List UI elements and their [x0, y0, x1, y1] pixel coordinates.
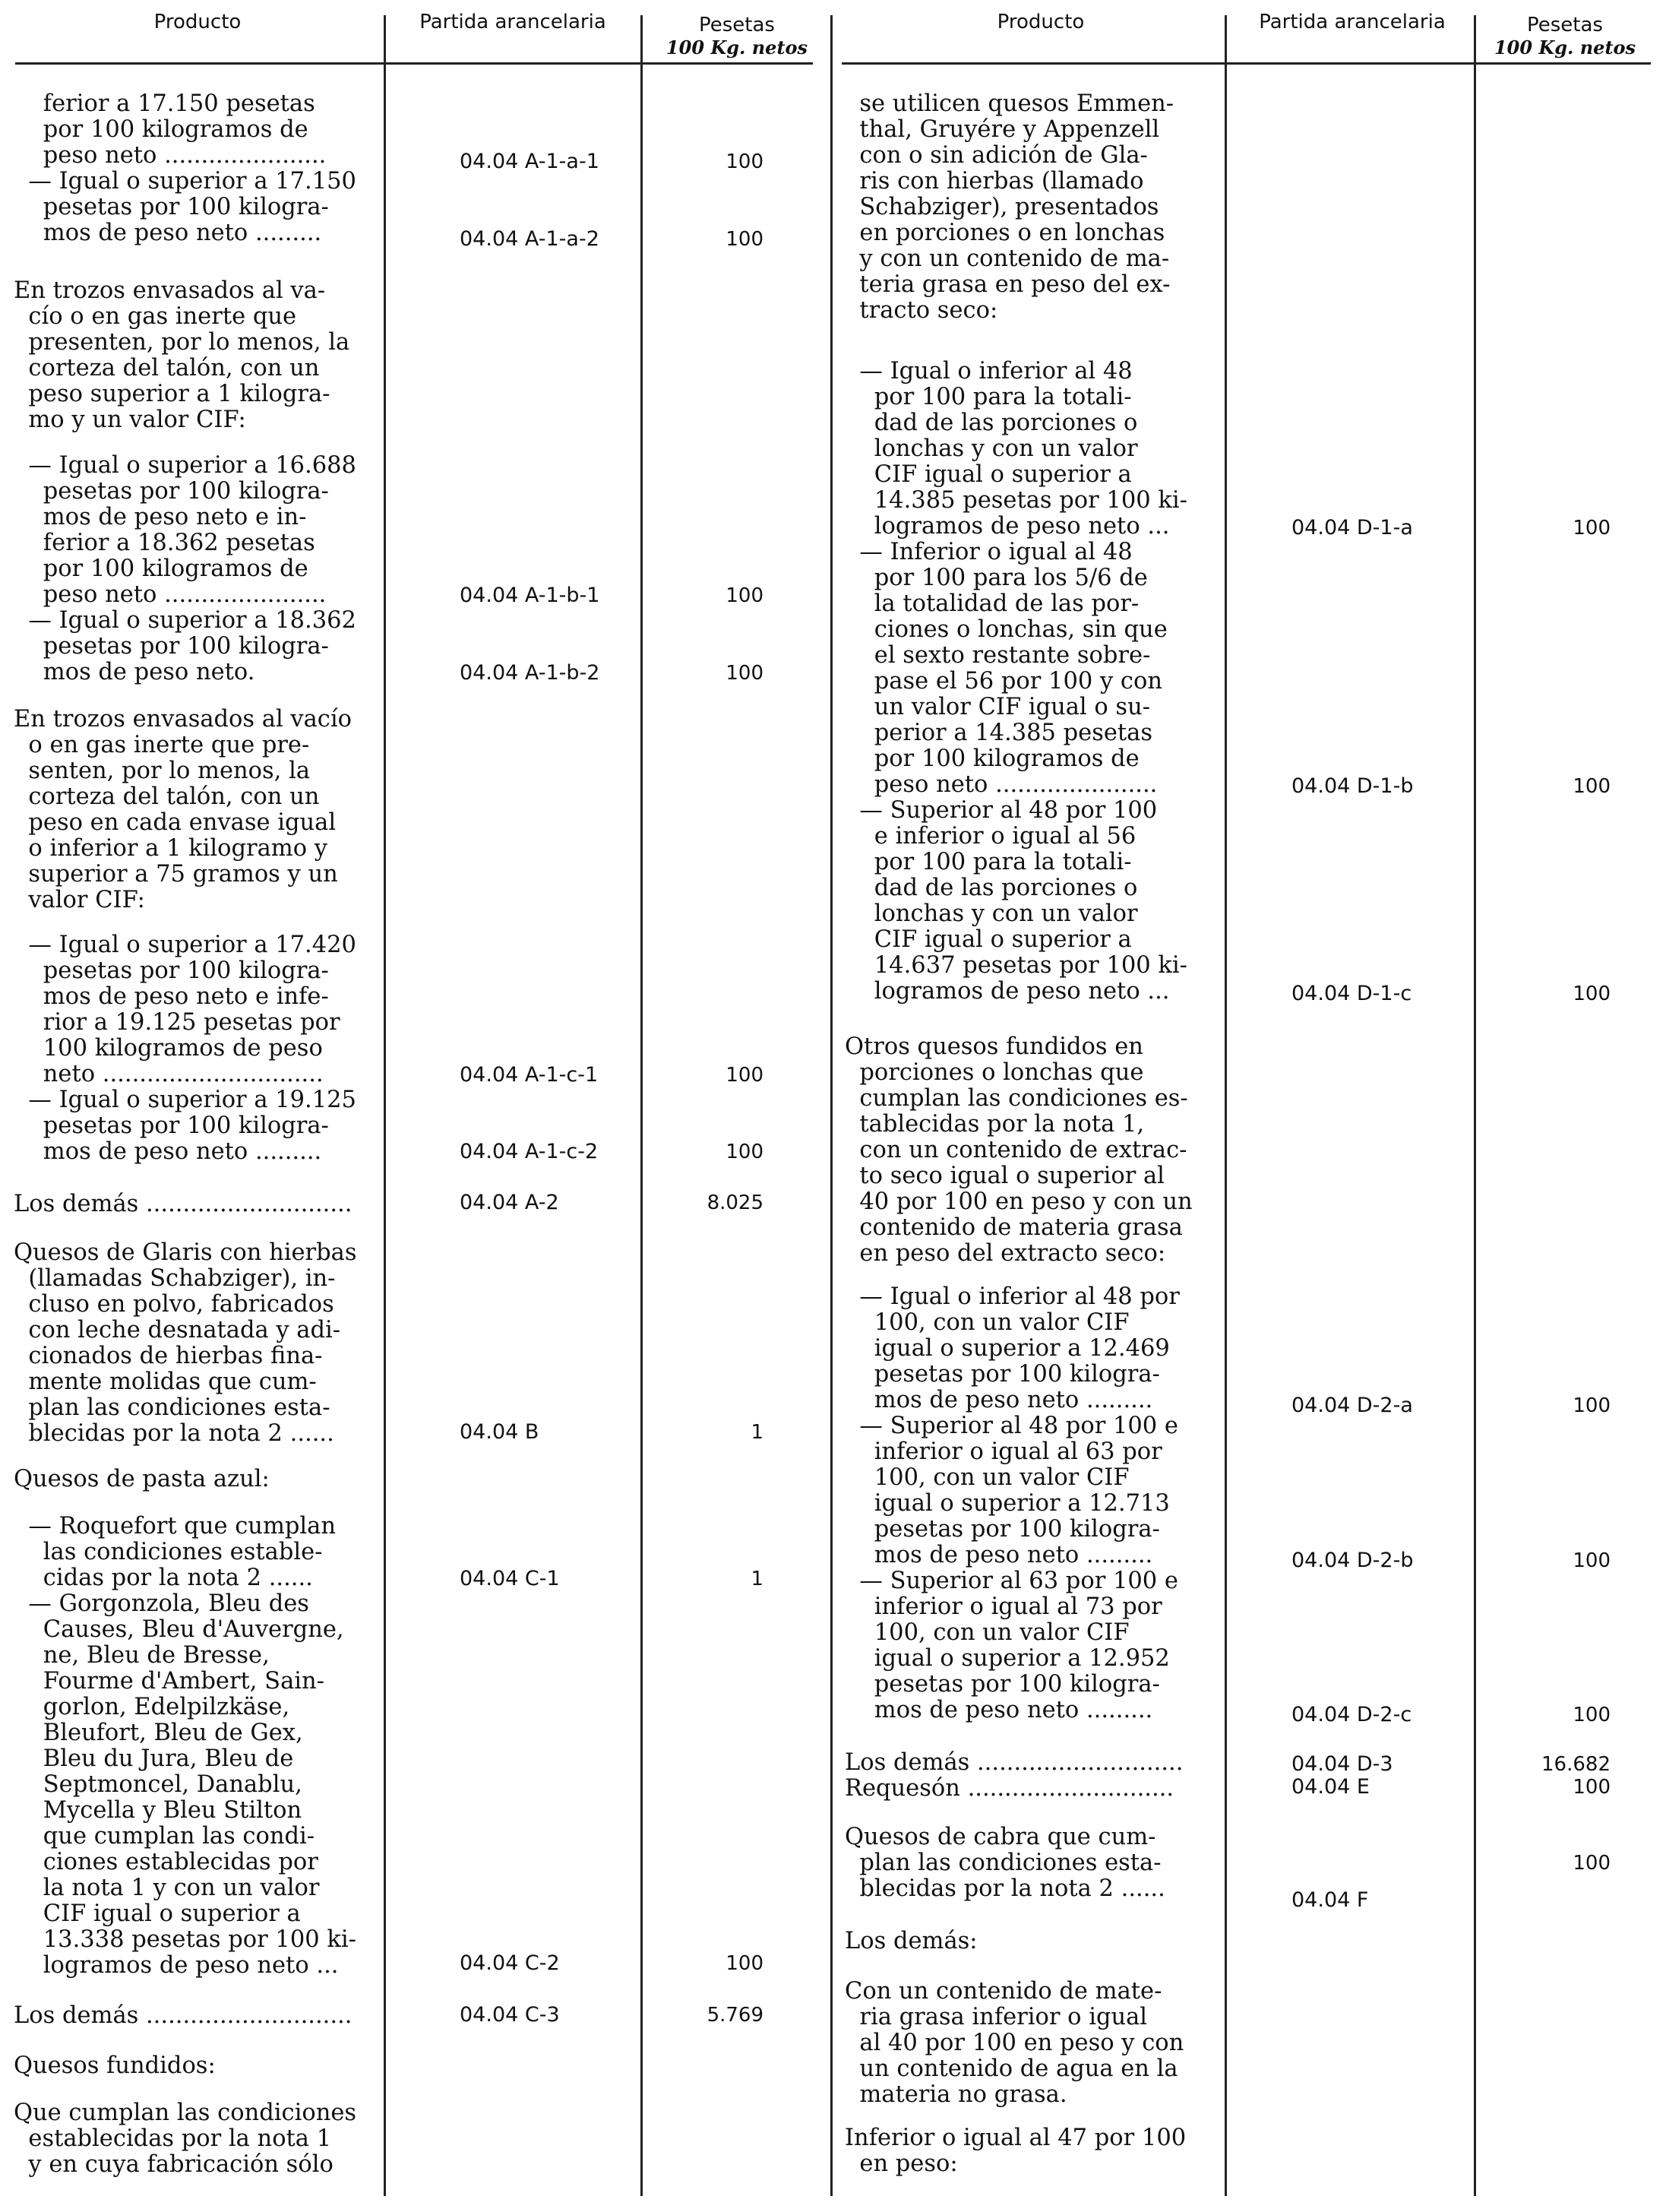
pesetas-value: 100 [1573, 1549, 1611, 1572]
tariff-code: 04.04 C-2 [460, 1951, 560, 1975]
pesetas-value: 100 [726, 1952, 763, 1975]
pesetas-value: 5.769 [707, 2004, 763, 2027]
pesetas-value: 100 [1573, 775, 1611, 798]
pesetas-value: 100 [726, 228, 763, 251]
product-text: — Igual o inferior al 48 por 100 para la totali- dad de las porciones o lonchas y con un valor CIF igual o superior a 14.385 pesetas por 100 ki- logramos de peso neto ... — Inferior o igual al 48 por 100 para los 5/6 de la totalidad de las por- ciones o lonchas, sin que el sexto restante sobre- pase el 56 por 100 y con un valor CIF igual o su- perior a 14.385 pesetas por 100 kilogramos de peso neto ...................... — Superior al 48 por 100 e inferior o igual al 56 por 100 para la totali- dad de las porciones o lonchas y con un valor CIF igual o superior a 14.637 pesetas por 100 ki- logramos de peso neto ... [859, 358, 1187, 1005]
header-partida: Partida arancelaria [419, 11, 606, 33]
header-pesetas: Pesetas 100 Kg. netos [1494, 14, 1636, 59]
pesetas-value: 8.025 [707, 1191, 763, 1214]
product-text: Con un contenido de mate- ria grasa inferior o igual al 40 por 100 en peso y con un contenido de agua en la materia no grasa. [845, 1978, 1184, 2108]
column-rule [830, 15, 833, 2196]
tariff-code: 04.04 F [1291, 1888, 1369, 1912]
header-partida: Partida arancelaria [1259, 11, 1446, 33]
product-text: — Igual o superior a 17.420 pesetas por 100 kilogra- mos de peso neto e infe- rior a 19.125 pesetas por 100 kilogramos de peso neto .............................. — Igual o superior a 19.125 pesetas por 100 kilogra- mos de peso neto ......... [28, 932, 356, 1165]
tariff-code: 04.04 E [1291, 1775, 1370, 1799]
tariff-code: 04.04 A-1-c-2 [460, 1140, 599, 1163]
product-text: Otros quesos fundidos en porciones o lonchas que cumplan las condiciones es- tablecidas por la nota 1, con un contenido de extrac- to seco igual o superior al 40 por 100 en peso y con un contenido de materia grasa en peso del extracto seco: [845, 1033, 1193, 1267]
pesetas-value: 100 [726, 1141, 763, 1163]
product-text: Quesos de Glaris con hierbas (llamadas Schabziger), in- cluso en polvo, fabricados con leche desnatada y adi- cionados de hierbas fina- mente molidas que cum- plan las condiciones esta- blecidas por la nota 2 ...... [14, 1239, 357, 1447]
column-rule [384, 15, 386, 2196]
product-text: — Igual o superior a 16.688 pesetas por 100 kilogra- mos de peso neto e in- ferior a 18.362 pesetas por 100 kilogramos de peso neto ...................... — Igual o superior a 18.362 pesetas por 100 kilogra- mos de peso neto. [28, 452, 356, 685]
product-text: ferior a 17.150 pesetas por 100 kilogramos de peso neto ...................... — Igual o superior a 17.150 pesetas por 100 kilogra- mos de peso neto ......... [28, 90, 356, 246]
product-text: — Roquefort que cumplan las condiciones estable- cidas por la nota 2 ...... — Gorgonzola, Bleu des Causes, Bleu d'Auvergne, ne, Bleu de Bresse, Fourme d'Ambert, Sain- gorlon, Edelpilzkäse, Bleufort, Bleu de Gex, Bleu du Jura, Bleu de Septmoncel, Danablu, Mycella y Bleu Stilton que cumplan las condi- ciones establecidas por la nota 1 y con un valor CIF igual o superior a 13.338 pesetas por 100 ki- logramos de peso neto ... [28, 1513, 356, 1979]
tariff-code: 04.04 A-2 [460, 1191, 559, 1214]
column-rule [640, 15, 643, 2196]
product-text: En trozos envasados al va- cío o en gas inerte que presenten, por lo menos, la corteza del talón, con un peso superior a 1 kilogra- mo y un valor CIF: [14, 277, 350, 433]
product-text: Que cumplan las condiciones establecidas por la nota 1 y en cuya fabricación sólo [14, 2100, 357, 2178]
pesetas-value: 100 [1573, 517, 1611, 540]
pesetas-value: 100 [726, 1064, 763, 1087]
pesetas-value: 100 [1573, 1776, 1611, 1799]
product-text: Quesos de cabra que cum- plan las condiciones esta- blecidas por la nota 2 ...... [845, 1824, 1165, 1902]
tariff-code: 04.04 C-1 [460, 1567, 560, 1590]
tariff-code: 04.04 D-1-b [1291, 774, 1414, 798]
product-text: Los demás: [845, 1928, 978, 1954]
tariff-code: 04.04 D-2-b [1291, 1549, 1414, 1572]
pesetas-value: 1 [751, 1421, 763, 1444]
header-producto: Producto [153, 11, 242, 33]
product-text: Inferior o igual al 47 por 100 en peso: [845, 2125, 1187, 2177]
product-text: Los demás ............................ Requesón ............................ [845, 1749, 1184, 1802]
tariff-code: 04.04 A-1-b-2 [460, 661, 600, 685]
pesetas-value: 100 [726, 150, 763, 173]
tariff-code: 04.04 A-1-b-1 [460, 584, 600, 607]
pesetas-value: 16.682 [1541, 1753, 1611, 1776]
header-rule [15, 62, 813, 65]
column-rule [1474, 15, 1476, 2196]
tariff-code: 04.04 D-1-a [1291, 516, 1413, 540]
pesetas-value: 100 [1573, 1852, 1611, 1875]
pesetas-value: 100 [1573, 1394, 1611, 1417]
tariff-code: 04.04 B [460, 1420, 539, 1444]
tariff-code: 04.04 D-2-a [1291, 1394, 1413, 1417]
tariff-code: 04.04 D-1-c [1291, 982, 1412, 1005]
tariff-code: 04.04 D-2-c [1291, 1703, 1412, 1726]
pesetas-value: 100 [1573, 1704, 1611, 1726]
pesetas-value: 100 [726, 584, 763, 607]
tariff-code: 04.04 A-1-a-1 [460, 150, 599, 173]
pesetas-value: 100 [726, 662, 763, 685]
header-producto: Producto [997, 11, 1085, 33]
pesetas-value: 1 [751, 1568, 763, 1590]
tariff-code: 04.04 A-1-c-1 [460, 1063, 599, 1087]
column-rule [1225, 15, 1227, 2196]
product-text: Los demás ............................ [14, 2002, 352, 2029]
product-text: En trozos envasados al vacío o en gas inerte que pre- senten, por lo menos, la corteza del talón, con un peso en cada envase igual o inferior a 1 kilogramo y superior a 75 gramos y un valor CIF: [14, 706, 352, 913]
header-pesetas: Pesetas 100 Kg. netos [665, 14, 808, 59]
product-text: Los demás ............................ [14, 1191, 352, 1217]
header-rule [842, 62, 1651, 65]
product-text: — Igual o inferior al 48 por 100, con un valor CIF igual o superior a 12.469 pesetas por 100 kilogra- mos de peso neto ......... — Superior al 48 por 100 e inferior o igual al 63 por 100, con un valor CIF igual o superior a 12.713 pesetas por 100 kilogra- mos de peso neto ......... — Superior al 63 por 100 e inferior o igual al 73 por 100, con un valor CIF igual o superior a 12.952 pesetas por 100 kilogra- mos de peso neto ......... [859, 1283, 1180, 1723]
product-text: se utilicen quesos Emmen- thal, Gruyére y Appenzell con o sin adición de Gla- ris con hierbas (llamado Schabziger), presentados en porciones o en lonchas y con un contenido de ma- teria grasa en peso del ex- tracto seco: [859, 90, 1174, 324]
tariff-code: 04.04 C-3 [460, 2003, 560, 2027]
product-text: Quesos fundidos: [14, 2052, 216, 2079]
tariff-code: 04.04 A-1-a-2 [460, 227, 599, 251]
pesetas-value: 100 [1573, 983, 1611, 1005]
product-text: Quesos de pasta azul: [14, 1466, 270, 1492]
tariff-code: 04.04 D-3 [1291, 1752, 1393, 1776]
